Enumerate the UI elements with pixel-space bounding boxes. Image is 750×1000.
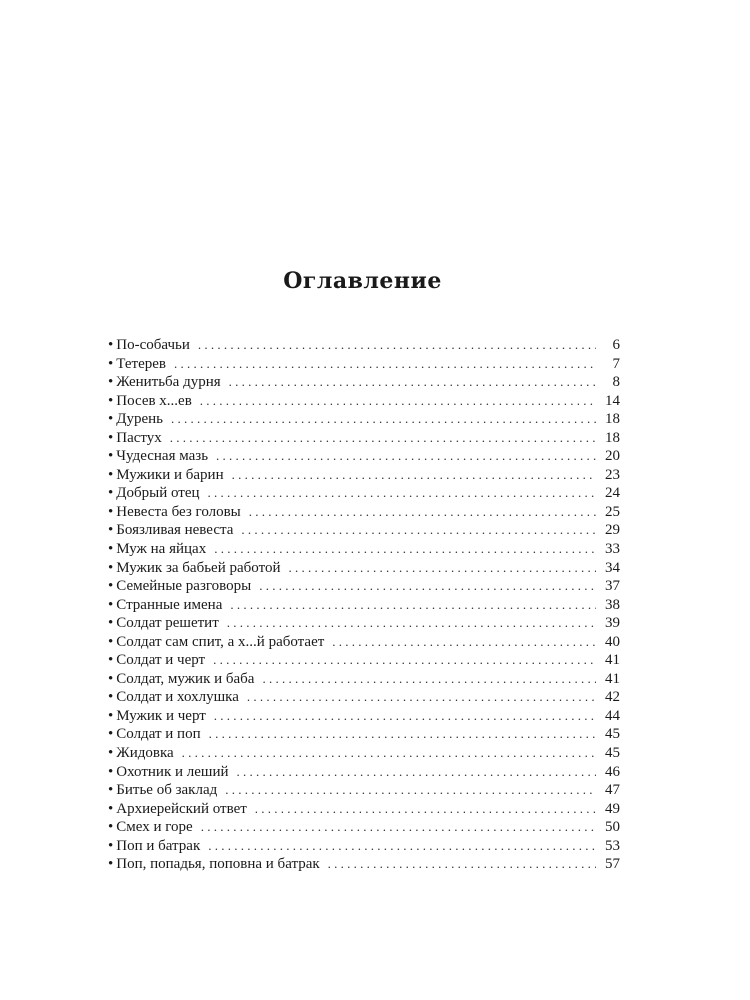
toc-entry [108,800,620,819]
dot-leader [232,466,596,485]
toc-entry [108,540,620,559]
dot-leader [332,633,596,652]
bullet-icon: • [108,652,114,669]
bullet-icon: • [108,466,114,483]
toc-entry [108,781,620,800]
toc-entry [108,837,620,856]
toc-entry-title: Муж на яйцах [116,541,207,558]
toc-entry-page-number: 24 [605,485,620,502]
toc-entry-title: Битье об заклад [116,782,218,799]
bullet-icon: • [108,745,114,762]
toc-entry-title: Мужик и черт [116,707,206,724]
toc-entry-title: Смех и горе [116,819,193,836]
dot-leader [259,577,596,596]
toc-entry-title: Поп, попадья, поповна и батрак [116,856,320,873]
toc-entry-page-number: 40 [605,633,620,650]
toc-entry [108,596,620,615]
dot-leader [247,688,596,707]
toc-entry [108,373,620,392]
bullet-icon: • [108,392,114,409]
toc-entry-title: Поп и батрак [116,837,201,854]
bullet-icon: • [108,763,114,780]
toc-entry [108,429,620,448]
dot-leader [208,484,596,503]
toc-entry-page-number: 7 [612,355,620,372]
toc-entry [108,744,620,763]
bullet-icon: • [108,819,114,836]
toc-entry-title: Посев х...ев [116,392,192,409]
bullet-icon: • [108,429,114,446]
bullet-icon: • [108,374,114,391]
toc-entry-title: Семейные разговоры [116,578,252,595]
bullet-icon: • [108,448,114,465]
toc-entry-title: Чудесная мазь [116,448,209,465]
table-of-contents [108,336,620,874]
bullet-icon: • [108,800,114,817]
toc-entry-page-number: 42 [605,689,620,706]
bullet-icon: • [108,485,114,502]
toc-entry [108,855,620,874]
toc-entry-title: Невеста без головы [116,503,241,520]
toc-entry [108,688,620,707]
dot-leader [249,503,596,522]
dot-leader [208,837,596,856]
bullet-icon: • [108,707,114,724]
dot-leader [209,725,596,744]
dot-leader [230,596,596,615]
toc-entry [108,559,620,578]
toc-entry-page-number: 38 [605,596,620,613]
toc-entry-page-number: 14 [605,392,620,409]
toc-entry-page-number: 49 [605,800,620,817]
toc-entry-title: Боязливая невеста [116,522,234,539]
toc-entry-title: Солдат и поп [116,726,201,743]
toc-entry-title: Добрый отец [116,485,200,502]
dot-leader [182,744,596,763]
toc-entry-title: Мужик за бабьей работой [116,559,281,576]
toc-entry-title: По-собачьи [116,337,190,353]
dot-leader [288,559,596,578]
toc-entry-title: Мужики и барин [116,466,224,483]
toc-entry-page-number: 47 [605,782,620,799]
dot-leader [216,447,596,466]
toc-entry [108,670,620,689]
toc-entry [108,484,620,503]
toc-entry-page-number: 45 [605,726,620,743]
toc-entry [108,466,620,485]
dot-leader [213,651,596,670]
dot-leader [174,355,596,374]
toc-entry [108,336,620,355]
bullet-icon: • [108,633,114,650]
toc-entry-page-number: 41 [605,670,620,687]
toc-entry-page-number: 39 [605,615,620,632]
bullet-icon: • [108,522,114,539]
bullet-icon: • [108,596,114,613]
toc-entry-page-number: 25 [605,503,620,520]
toc-entry-page-number: 6 [612,337,620,353]
toc-entry [108,633,620,652]
toc-entry-page-number: 18 [605,411,620,428]
dot-leader [214,540,596,559]
bullet-icon: • [108,726,114,743]
toc-entry-page-number: 33 [605,541,620,558]
bullet-icon: • [108,559,114,576]
toc-entry-title: Странные имена [116,596,223,613]
bullet-icon: • [108,615,114,632]
toc-entry-page-number: 29 [605,522,620,539]
bullet-icon: • [108,856,114,873]
dot-leader [262,670,596,689]
toc-entry-page-number: 23 [605,466,620,483]
bullet-icon: • [108,670,114,687]
dot-leader [255,800,596,819]
toc-entry [108,725,620,744]
toc-entry [108,577,620,596]
toc-entry-title: Солдат и хохлушка [116,689,239,706]
toc-entry [108,818,620,837]
dot-leader [214,707,596,726]
toc-entry-title: Тетерев [116,355,166,372]
dot-leader [227,614,596,633]
dot-leader [171,410,596,429]
dot-leader [328,855,596,874]
toc-entry-page-number: 50 [605,819,620,836]
toc-entry [108,503,620,522]
toc-entry-page-number: 34 [605,559,620,576]
toc-entry-page-number: 41 [605,652,620,669]
bullet-icon: • [108,503,114,520]
toc-entry-page-number: 18 [605,429,620,446]
dot-leader [229,373,596,392]
dot-leader [170,429,596,448]
bullet-icon: • [108,782,114,799]
toc-entry-title: Пастух [116,429,162,446]
toc-entry-title: Архиерейский ответ [116,800,247,817]
toc-entry-title: Солдат решетит [116,615,219,632]
dot-leader [200,392,596,411]
toc-entry-page-number: 8 [612,374,620,391]
bullet-icon: • [108,541,114,558]
dot-leader [237,763,596,782]
toc-entry [108,410,620,429]
dot-leader [201,818,596,837]
toc-entry [108,614,620,633]
dot-leader [241,521,596,540]
dot-leader [225,781,596,800]
bullet-icon: • [108,411,114,428]
toc-entry-page-number: 46 [605,763,620,780]
bullet-icon: • [108,837,114,854]
toc-entry-title: Дурень [116,411,164,428]
toc-entry [108,521,620,540]
toc-entry-page-number: 53 [605,837,620,854]
toc-entry-page-number: 37 [605,578,620,595]
toc-entry [108,763,620,782]
toc-entry-title: Охотник и леший [116,763,229,780]
bullet-icon: • [108,689,114,706]
bullet-icon: • [108,337,114,353]
toc-entry-page-number: 45 [605,745,620,762]
toc-entry [108,392,620,411]
toc-entry-title: Солдат сам спит, а х...й работает [116,633,325,650]
toc-entry-page-number: 57 [605,856,620,873]
page-title: Оглавление [283,268,442,294]
toc-entry-title: Солдат, мужик и баба [116,670,255,687]
bullet-icon: • [108,578,114,595]
toc-entry-page-number: 44 [605,707,620,724]
toc-entry-title: Солдат и черт [116,652,206,669]
toc-entry-title: Жидовка [116,745,174,762]
toc-entry-title: Женитьба дурня [116,374,221,391]
toc-entry [108,447,620,466]
bullet-icon: • [108,355,114,372]
dot-leader [198,336,596,355]
toc-entry [108,707,620,726]
toc-entry-page-number: 20 [605,448,620,465]
toc-entry [108,355,620,374]
toc-entry [108,651,620,670]
